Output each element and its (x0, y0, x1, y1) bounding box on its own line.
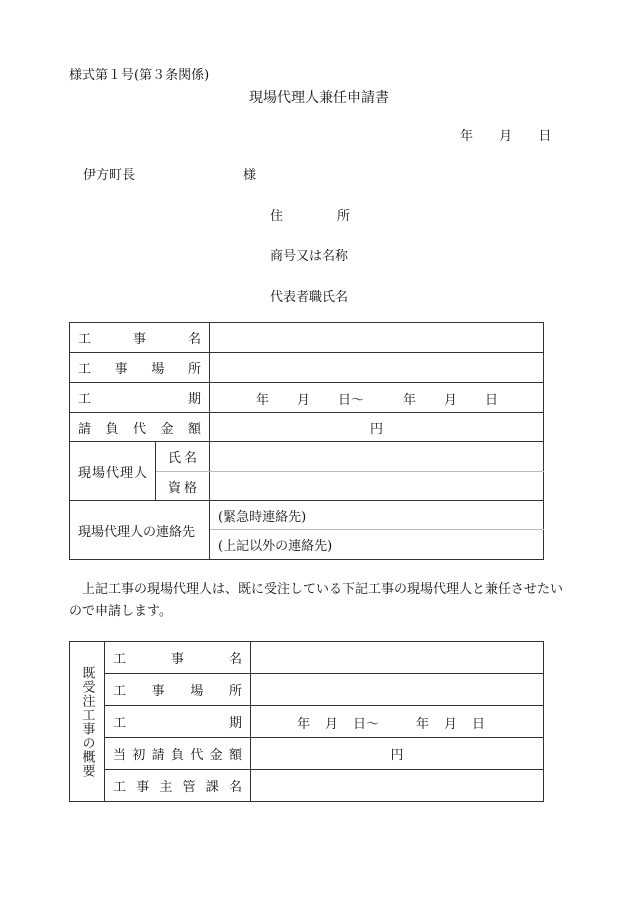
supervising-section-value[interactable] (251, 770, 544, 802)
project-name-label: 工 事 名 (70, 323, 210, 353)
date-line (460, 125, 551, 144)
applicant-company-label: 商号又は名称 (270, 249, 349, 264)
initial-amount-label: 当 初 請 負 代 金 額 (105, 738, 251, 770)
applicant-address-label: 住 所 (270, 209, 350, 224)
addressee-name: 伊方町長 (83, 168, 136, 183)
yen-unit-2: 円 (390, 748, 404, 763)
period-value[interactable]: 年 月 日～ 年 月 日 (210, 383, 544, 413)
project-name-value[interactable] (210, 323, 544, 353)
existing-project-place-label: 工 事 場 所 (105, 674, 251, 706)
agent-qualification-value[interactable] (210, 472, 544, 501)
addressee-honorific: 様 (243, 168, 257, 183)
contact-label: 現場代理人の連絡先 (70, 501, 210, 560)
agent-name-label: 氏 名 (156, 442, 210, 472)
initial-amount-value[interactable] (251, 738, 544, 770)
date-year: 年 (460, 129, 474, 144)
existing-project-name-label: 工 事 名 (105, 642, 251, 674)
existing-period-value[interactable]: 年 月 日～ 年 月 日 (251, 706, 544, 738)
agent-name-value[interactable] (210, 442, 544, 472)
agent-qualification-label: 資 格 (156, 472, 210, 501)
date-day: 日 (538, 129, 552, 144)
existing-project-table (69, 641, 544, 802)
existing-project-place-value[interactable] (251, 674, 544, 706)
applicant-representative-label: 代表者職氏名 (270, 290, 349, 305)
agent-label: 現場代理人 (70, 442, 156, 501)
existing-period-label: 工 期 (105, 706, 251, 738)
form-number: 様式第１号(第３条関係) (69, 68, 210, 83)
contact-other[interactable]: (上記以外の連絡先) (210, 530, 544, 560)
application-statement: 上記工事の現場代理人は、既に受注している下記工事の現場代理人と兼任させたいので申請します。 (69, 582, 564, 619)
document-title: 現場代理人兼任申請書 (249, 90, 389, 106)
project-place-label: 工 事 場 所 (70, 353, 210, 383)
date-month: 月 (499, 129, 513, 144)
contact-emergency[interactable]: (緊急時連絡先) (210, 501, 544, 530)
supervising-section-label: 工 事 主 管 課 名 (105, 770, 251, 802)
contract-amount-value[interactable] (210, 413, 544, 442)
existing-project-name-value[interactable] (251, 642, 544, 674)
contract-amount-label: 請 負 代 金 額 (70, 413, 210, 442)
project-place-value[interactable] (210, 353, 544, 383)
application-table (69, 322, 544, 560)
period-label: 工 期 (70, 383, 210, 413)
existing-project-side-label: 既受注工事の概要 (70, 642, 105, 802)
yen-unit: 円 (370, 421, 384, 437)
